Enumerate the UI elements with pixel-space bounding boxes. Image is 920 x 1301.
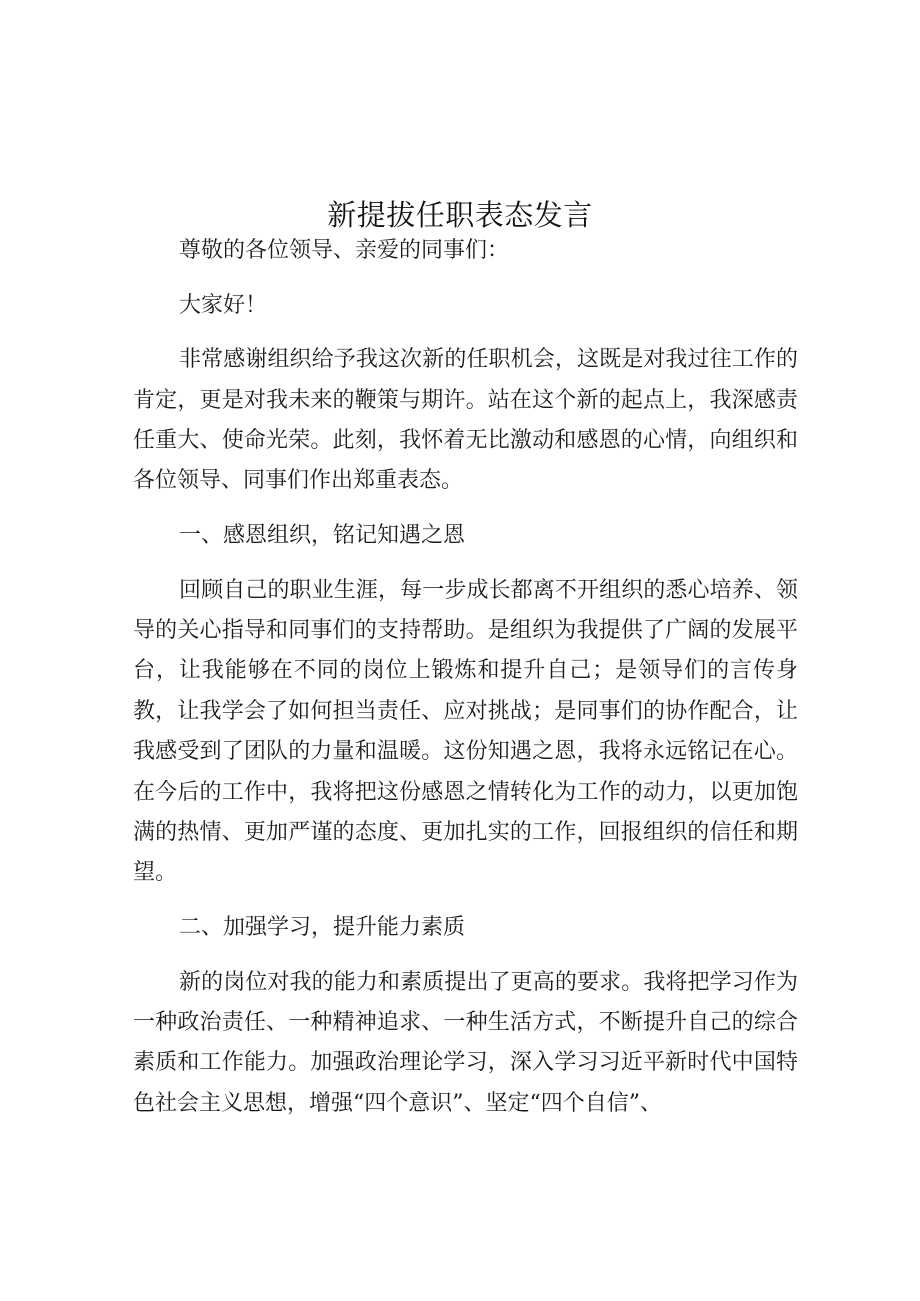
paragraph-learning: 新的岗位对我的能力和素质提出了更高的要求。我将把学习作为一种政治责任、一种精神追求、一种生活方式，不断提升自己的综合素质和工作能力。加强政治理论学习，深入学习习近平新时代中国特色社会主义思想，增强“四个意识”、坚定“四个自信”、 [133,969,798,1116]
paragraph-gratitude: 回顾自己的职业生涯，每一步成长都离不开组织的悉心培养、领导的关心指导和同事们的支持帮助。是组织为我提供了广阔的发展平台，让我能够在不同的岗位上锻炼和提升自己；是领导们的言传身教，让我学会了如何担当责任、应对挑战；是同事们的协作配合，让我感受到了团队的力量和温暖。这份知遇之恩，我将永远铭记在心。在今后的工作中，我将把这份感恩之情转化为工作的动力，以更加饱满的热情、更加严谨的态度、更加扎实的工作，回报组织的信任和期望。 [133,577,798,886]
document-title: 新提拔任职表态发言 [327,198,593,233]
section-heading-2: 二、加强学习，提升能力素质 [179,915,466,941]
salutation: 尊敬的各位领导、亲爱的同事们： [179,238,510,263]
document-body [133,231,798,1138]
greeting: 大家好！ [179,292,268,318]
section-heading-1: 一、感恩组织，铭记知遇之恩 [179,523,466,548]
paragraph-intro: 非常感谢组织给予我这次新的任职机会，这既是对我过往工作的肯定，更是对我未来的鞭策与期许。站在这个新的起点上，我深感责任重大、使命光荣。此刻，我怀着无比激动和感恩的心情，向组织和各位领导、同事们作出郑重表态。 [133,347,798,494]
